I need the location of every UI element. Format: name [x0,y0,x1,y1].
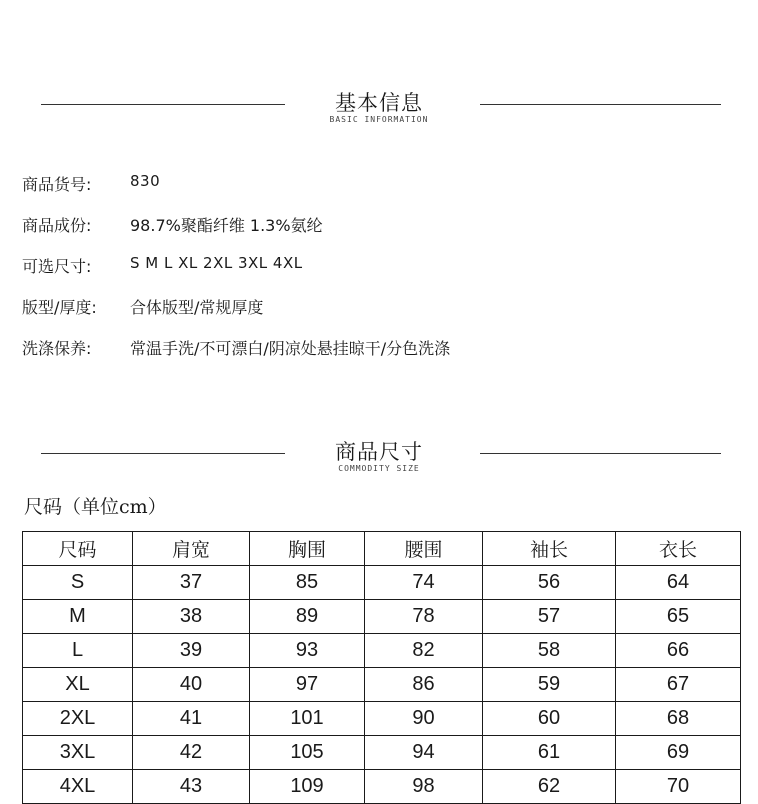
info-row-item-number [22,172,722,213]
table-row [23,600,741,634]
table-cell: 62 [483,770,616,804]
info-row-sizes [22,254,722,295]
table-row [23,702,741,736]
info-value: S M L XL 2XL 3XL 4XL [130,254,303,272]
table-cell: 74 [365,566,483,600]
table-cell: 78 [365,600,483,634]
size-unit-caption: 尺码（单位cm） [24,496,167,518]
table-cell: 68 [616,702,741,736]
info-key: 可选尺寸: [22,257,92,276]
table-cell: 43 [133,770,250,804]
table-cell: 65 [616,600,741,634]
table-cell: S [23,566,133,600]
basic-info-list [22,172,722,377]
table-row [23,668,741,702]
size-header [0,441,758,481]
column-header: 衣长 [616,532,741,566]
table-cell: 3XL [23,736,133,770]
table-cell: 89 [250,600,365,634]
table-cell: 42 [133,736,250,770]
size-table [22,531,741,804]
table-cell: 101 [250,702,365,736]
table-cell: L [23,634,133,668]
column-header: 肩宽 [133,532,250,566]
table-cell: 38 [133,600,250,634]
info-value: 常温手洗/不可漂白/阴凉处悬挂晾干/分色洗涤 [130,339,451,358]
table-cell: 90 [365,702,483,736]
table-row [23,634,741,668]
table-cell: 2XL [23,702,133,736]
table-cell: 64 [616,566,741,600]
info-row-care [22,336,722,377]
size-title: 商品尺寸 [335,440,423,464]
table-cell: 82 [365,634,483,668]
header-rule-right [480,104,721,105]
column-header: 胸围 [250,532,365,566]
table-cell: 94 [365,736,483,770]
table-cell: 61 [483,736,616,770]
table-row [23,736,741,770]
table-cell: 70 [616,770,741,804]
table-cell: 60 [483,702,616,736]
info-value: 98.7%聚酯纤维 1.3%氨纶 [130,216,323,235]
table-cell: 57 [483,600,616,634]
table-cell: 97 [250,668,365,702]
table-cell: 56 [483,566,616,600]
table-cell: 93 [250,634,365,668]
basic-info-title: 基本信息 [335,91,423,115]
info-value: 830 [130,172,161,190]
column-header: 尺码 [23,532,133,566]
basic-info-subtitle: BASIC INFORMATION [329,115,429,124]
size-subtitle: COMMODITY SIZE [338,464,420,473]
table-cell: 85 [250,566,365,600]
table-cell: 66 [616,634,741,668]
table-cell: 98 [365,770,483,804]
table-cell: 59 [483,668,616,702]
info-key: 商品货号: [22,175,92,194]
basic-info-header [0,92,758,132]
table-cell: XL [23,668,133,702]
table-cell: 58 [483,634,616,668]
header-rule-right [480,453,721,454]
info-key: 洗涤保养: [22,339,92,358]
table-cell: 109 [250,770,365,804]
table-cell: M [23,600,133,634]
table-cell: 40 [133,668,250,702]
table-cell: 4XL [23,770,133,804]
info-value: 合体版型/常规厚度 [130,298,264,317]
table-row [23,566,741,600]
table-cell: 105 [250,736,365,770]
column-header: 腰围 [365,532,483,566]
table-header-row [23,532,741,566]
table-cell: 37 [133,566,250,600]
table-row [23,770,741,804]
table-cell: 86 [365,668,483,702]
table-cell: 67 [616,668,741,702]
info-row-fit-thickness [22,295,722,336]
table-cell: 41 [133,702,250,736]
table-cell: 69 [616,736,741,770]
table-cell: 39 [133,634,250,668]
column-header: 袖长 [483,532,616,566]
info-key: 商品成份: [22,216,92,235]
info-key: 版型/厚度: [22,298,97,317]
info-row-composition [22,213,722,254]
